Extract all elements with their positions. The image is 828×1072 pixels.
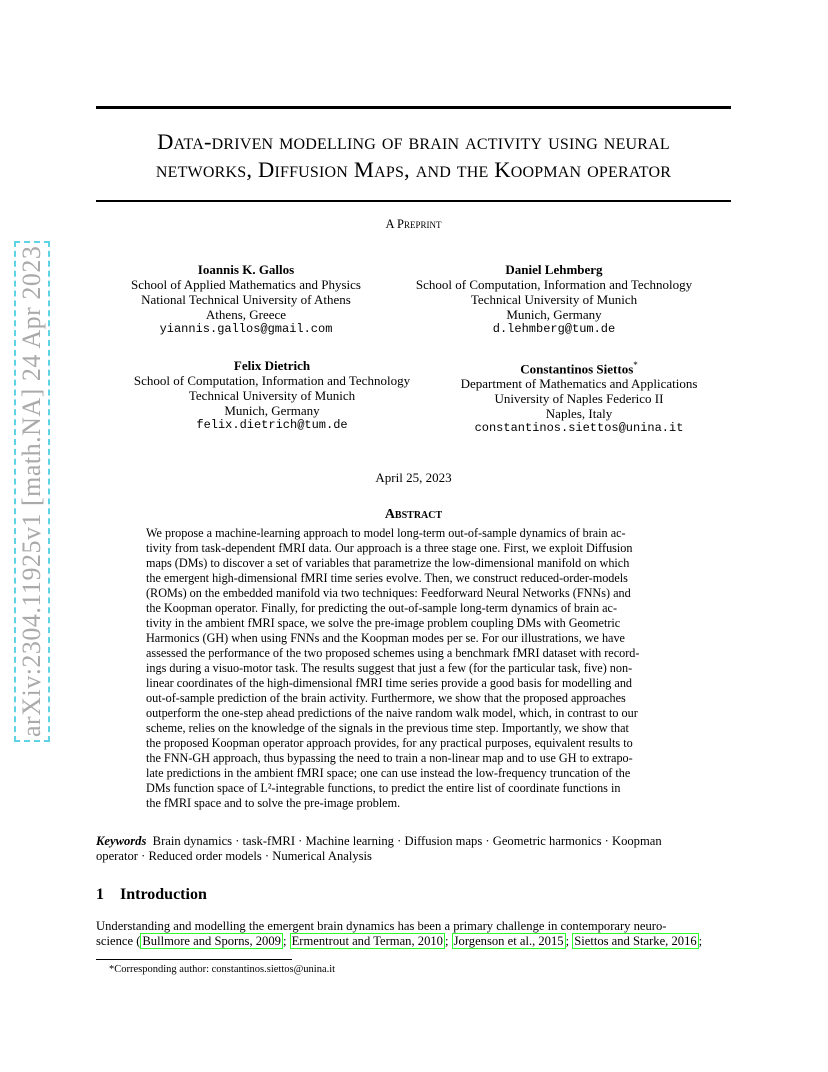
keywords bbox=[96, 834, 731, 864]
citation-link[interactable]: Bullmore and Sporns, 2009 bbox=[142, 934, 281, 948]
intro-text: science ( bbox=[96, 934, 141, 948]
abstract-line: the fMRI space and to solve the pre-image problem. bbox=[146, 796, 401, 810]
author-location: Munich, Germany bbox=[506, 307, 602, 322]
author-affiliation: University of Naples Federico II bbox=[494, 391, 664, 407]
intro-line: Understanding and modelling the emergent brain dynamics has been a primary challenge in contemporary neuro- bbox=[96, 919, 667, 933]
footnote-rule bbox=[96, 959, 292, 960]
footnote-mark: * bbox=[633, 360, 638, 370]
abstract-line: We propose a machine-learning approach to model long-term out-of-sample dynamics of brain ac- bbox=[146, 526, 626, 540]
author-name: Felix Dietrich bbox=[233, 358, 311, 373]
author-location: Munich, Germany bbox=[224, 403, 320, 418]
author-name-text: Constantinos Siettos bbox=[520, 361, 634, 377]
abstract-line: the proposed Koopman operator approach provides, for any practical purposes, equivalent results to bbox=[146, 736, 633, 750]
abstract-line: out-of-sample prediction of the brain activity. Furthermore, we show that the proposed approaches bbox=[146, 691, 626, 705]
abstract-line: the emergent high-dimensional fMRI time series evolve. Then, we construct reduced-order-models bbox=[146, 571, 628, 585]
preprint-label: A Preprint bbox=[385, 217, 442, 231]
author-affiliation: School of Applied Mathematics and Physics bbox=[130, 277, 361, 292]
paper-title bbox=[96, 128, 731, 184]
abstract-line: tivity in the ambient fMRI space, we solve the pre-image problem coupling DMs with Geometric bbox=[146, 616, 621, 630]
author-block-gallos bbox=[126, 262, 366, 337]
author-email[interactable]: yiannis.gallos@gmail.com bbox=[159, 322, 333, 336]
section-heading bbox=[96, 886, 207, 904]
intro-line: science ( Bullmore and Sporns, 2009 ; Ermentrout and Terman, 2010 ; Jorgenson et al., 2015 ; Siettos and Starke, 2016 ; bbox=[96, 934, 703, 948]
author-affiliation: School of Computation, Information and Technology bbox=[415, 277, 693, 292]
author-name: Ioannis K. Gallos bbox=[197, 262, 295, 277]
author-affiliation: National Technical University of Athens bbox=[141, 292, 351, 307]
keywords-list: Brain dynamics · task-fMRI · Machine learning · Diffusion maps · Geometric harmonics · Koopman bbox=[152, 834, 662, 848]
author-email[interactable]: constantinos.siettos@unina.it bbox=[474, 421, 684, 436]
keywords-line bbox=[96, 834, 731, 849]
author-email[interactable]: d.lehmberg@tum.de bbox=[492, 322, 616, 336]
author-name bbox=[436, 358, 722, 376]
citation-link[interactable]: Ermentrout and Terman, 2010 bbox=[291, 934, 443, 948]
abstract-line: DMs function space of L²-integrable functions, to predict the entire list of coordinate functions in bbox=[146, 781, 621, 795]
abstract-line: assessed the performance of the two proposed schemes using a benchmark fMRI dataset with record- bbox=[146, 646, 640, 660]
abstract-line: the FNN-GH approach, thus bypassing the need to train a non-linear map and to use GH to extrapo- bbox=[146, 751, 633, 765]
abstract-heading: Abstract bbox=[384, 507, 443, 522]
author-block-siettos bbox=[436, 358, 722, 436]
footnote: *Corresponding author: constantinos.siettos@unina.it bbox=[109, 964, 336, 975]
author-affiliation: Technical University of Munich bbox=[188, 388, 356, 403]
keywords-line: operator · Reduced order models · Numerical Analysis bbox=[96, 849, 372, 863]
author-block-lehmberg bbox=[400, 262, 708, 337]
author-location: Athens, Greece bbox=[205, 307, 287, 322]
author-location: Naples, Italy bbox=[545, 406, 613, 422]
title-rule-top bbox=[96, 106, 731, 109]
title-line-2: networks, Diffusion Maps, and the Koopman operator bbox=[155, 157, 672, 182]
abstract-line: ings during a visuo-motor task. The results suggest that just a few (for the particular task, five) non- bbox=[146, 661, 633, 675]
citation-link[interactable]: Jorgenson et al., 2015 bbox=[453, 934, 564, 948]
author-affiliation: Technical University of Munich bbox=[470, 292, 638, 307]
abstract-line: the Koopman operator. Finally, for predicting the out-of-sample long-term dynamics of brain ac- bbox=[146, 601, 617, 615]
abstract-line: Harmonics (GH) when using FNNs and the Koopman modes per se. For our illustrations, we have bbox=[146, 631, 625, 645]
title-line-1: Data-driven modelling of brain activity using neural bbox=[157, 129, 670, 154]
publication-date: April 25, 2023 bbox=[375, 470, 452, 485]
keywords-label: Keywords bbox=[96, 834, 147, 848]
abstract-line: late predictions in the ambient fMRI space; one can use instead the low-frequency truncation of the bbox=[146, 766, 631, 780]
abstract-text bbox=[146, 526, 683, 811]
title-rule-bottom bbox=[96, 200, 731, 202]
section-number: 1 bbox=[96, 886, 104, 903]
arxiv-stamp[interactable]: arXiv:2304.11925v1 [math.NA] 24 Apr 2023 bbox=[14, 241, 50, 742]
abstract-line: outperform the one-step ahead predictions of the naive random walk model, which, in contrast to our bbox=[146, 706, 638, 720]
section-title: Introduction bbox=[120, 886, 207, 903]
abstract-line: tivity from task-dependent fMRI data. Our approach is a three stage one. First, we exploit Diffusion bbox=[146, 541, 633, 555]
citation-link[interactable]: Siettos and Starke, 2016 bbox=[574, 934, 697, 948]
abstract-line: (ROMs) on the embedded manifold via two techniques: Feedforward Neural Networks (FNNs) and bbox=[146, 586, 631, 600]
author-block-dietrich bbox=[118, 358, 426, 433]
author-email[interactable]: felix.dietrich@tum.de bbox=[196, 418, 348, 432]
abstract-line: maps (DMs) to discover a set of variables that parametrize the low-dimensional manifold on which bbox=[146, 556, 630, 570]
intro-paragraph bbox=[96, 919, 731, 949]
abstract-line: scheme, relies on the knowledge of the signals in the previous time step. Importantly, we show that bbox=[146, 721, 629, 735]
abstract-line: linear coordinates of the high-dimensional fMRI time series provide a good basis for modelling and bbox=[146, 676, 633, 690]
author-name: Daniel Lehmberg bbox=[505, 262, 603, 277]
author-affiliation: Department of Mathematics and Applications bbox=[460, 376, 698, 392]
author-affiliation: School of Computation, Information and Technology bbox=[133, 373, 411, 388]
